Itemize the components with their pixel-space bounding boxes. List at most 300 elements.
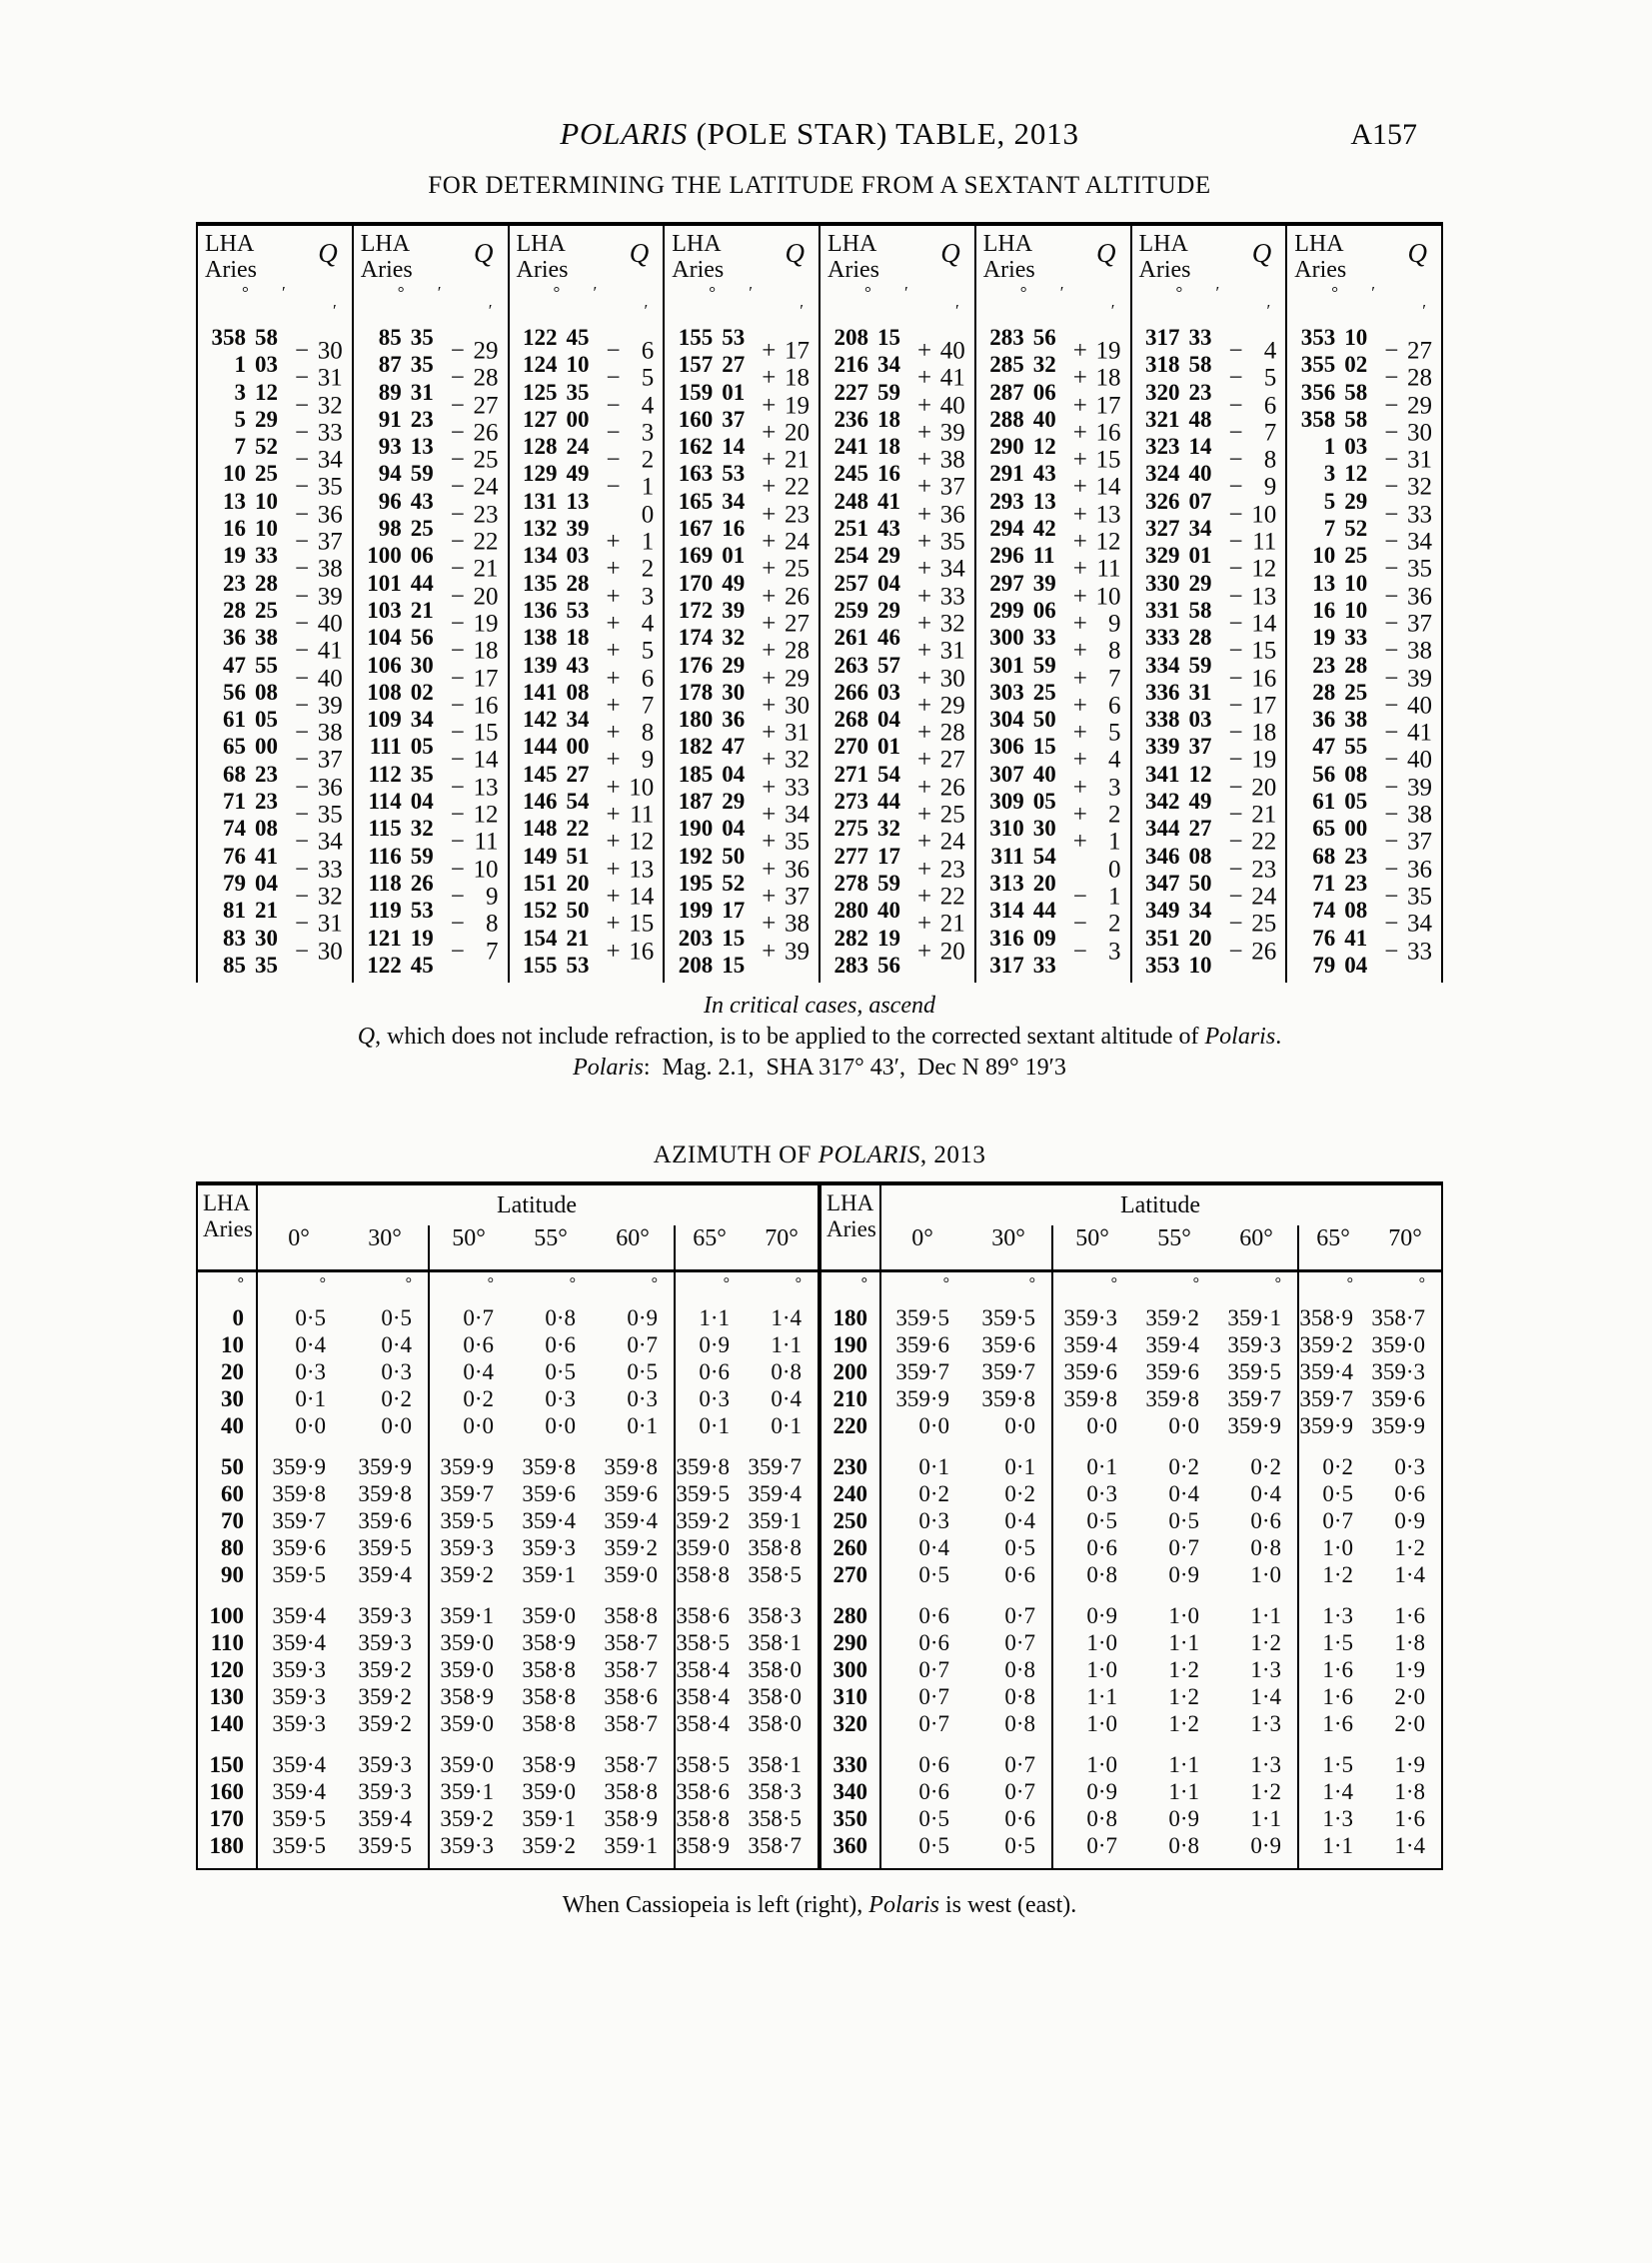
azimuth-value: 1·1	[1322, 1833, 1353, 1859]
q-row: − 4	[606, 392, 655, 420]
units-row	[976, 282, 1130, 324]
azimuth-value: 1·4	[1322, 1779, 1353, 1805]
q-row: + 36	[762, 856, 810, 884]
degree-symbol: °	[860, 1275, 867, 1293]
azimuth-value: 359·1	[1227, 1305, 1281, 1331]
azimuth-value: 0·4	[463, 1359, 494, 1385]
q-row: − 23	[450, 501, 499, 529]
units-row	[198, 1272, 818, 1304]
azimuth-value: 358·8	[522, 1657, 576, 1683]
azimuth-value: 0·6	[1004, 1806, 1035, 1832]
azimuth-value: 359·7	[748, 1454, 802, 1480]
minute-symbol: ′	[1371, 283, 1375, 302]
lha-row: 167 16	[678, 516, 746, 542]
q-row: + 40	[917, 337, 965, 365]
q-row: + 19	[1072, 337, 1121, 365]
lha-cell: 190	[832, 1332, 867, 1358]
lha-row: 155 53	[523, 952, 590, 978]
azimuth-value: 358·0	[748, 1711, 802, 1737]
azimuth-value: 0·8	[545, 1305, 576, 1331]
azimuth-value: 359·6	[272, 1535, 326, 1561]
q-values	[290, 338, 352, 993]
lha-row: 114 04	[368, 789, 434, 815]
azimuth-row	[198, 1561, 818, 1588]
minute-symbol: ′	[593, 283, 598, 302]
lha-row: 85 35	[378, 325, 434, 350]
latitude-col-header: 65°	[693, 1225, 727, 1252]
lha-row: 71 23	[1312, 870, 1368, 896]
q-header: Q	[1251, 238, 1272, 268]
azimuth-row	[198, 1480, 818, 1507]
lha-row: 346 08	[1145, 843, 1212, 869]
azimuth-value: 358·4	[676, 1657, 730, 1683]
q-row: − 8	[1228, 446, 1277, 474]
lha-row: 61 05	[1312, 789, 1368, 815]
lha-cell: 170	[209, 1806, 244, 1832]
units-row	[822, 1272, 1441, 1304]
lha-row: 182 47	[678, 734, 746, 760]
lha-cell: 290	[832, 1630, 867, 1656]
azimuth-value: 2·0	[1394, 1711, 1425, 1737]
azimuth-value: 0·7	[918, 1684, 949, 1710]
lha-cell: 40	[221, 1413, 244, 1439]
azimuth-value: 358·0	[748, 1657, 802, 1683]
azimuth-value: 0·0	[295, 1413, 326, 1439]
lha-row: 100 06	[367, 543, 434, 569]
azimuth-value: 358·7	[604, 1657, 658, 1683]
lha-row: 245 16	[833, 461, 900, 487]
q-row: + 9	[1072, 610, 1121, 638]
lha-values	[665, 324, 757, 979]
lha-cell: 110	[210, 1630, 244, 1656]
q-row: − 35	[1384, 883, 1432, 911]
q-row: + 33	[762, 774, 810, 802]
q-row: − 38	[295, 555, 343, 583]
azimuth-value: 1·6	[1322, 1711, 1353, 1737]
q-row: + 15	[1072, 446, 1121, 474]
azimuth-value: 1·1	[771, 1332, 802, 1358]
lha-row: 341 12	[1145, 761, 1212, 787]
azimuth-value: 0·0	[918, 1413, 949, 1439]
lha-cell: 260	[832, 1535, 867, 1561]
lha-row: 353 10	[1300, 325, 1368, 350]
lha-row: 172 39	[678, 597, 746, 623]
azimuth-value: 359·0	[676, 1535, 730, 1561]
azimuth-value: 1·6	[1322, 1684, 1353, 1710]
azimuth-row	[822, 1602, 1441, 1629]
lha-row: 7 52	[234, 434, 278, 460]
q-row: − 35	[295, 801, 343, 829]
q-row: − 13	[1228, 583, 1277, 611]
azimuth-value: 0·6	[1086, 1535, 1117, 1561]
azimuth-value: 358·8	[522, 1711, 576, 1737]
azimuth-value: 359·8	[522, 1454, 576, 1480]
azimuth-value: 0·4	[381, 1332, 412, 1358]
azimuth-value: 359·4	[604, 1508, 658, 1534]
azimuth-value: 359·5	[440, 1508, 494, 1534]
lha-aries-header: LHA Aries	[672, 231, 725, 283]
q-row: − 32	[295, 883, 343, 911]
q-row: − 41	[295, 637, 343, 665]
lha-cell: 310	[832, 1684, 867, 1710]
lha-cell: 270	[832, 1562, 867, 1588]
azimuth-value: 1·0	[1086, 1752, 1117, 1778]
lha-row: 303 25	[989, 679, 1056, 705]
azimuth-value: 1·0	[1322, 1535, 1353, 1561]
azimuth-value: 1·1	[699, 1305, 730, 1331]
lha-row: 112 35	[368, 761, 434, 787]
q-row: + 26	[762, 583, 810, 611]
lha-row: 23 28	[223, 570, 278, 596]
lha-row: 138 18	[523, 625, 590, 651]
lha-row: 165 34	[678, 488, 746, 514]
q-row: + 25	[762, 555, 810, 583]
azimuth-value: 1·2	[1168, 1684, 1199, 1710]
lha-row: 136 53	[523, 597, 590, 623]
lha-row: 109 34	[367, 707, 434, 733]
azimuth-value: 359·3	[272, 1657, 326, 1683]
q-row: − 10	[450, 856, 499, 884]
azimuth-row	[198, 1751, 818, 1778]
lha-row: 306 15	[989, 734, 1056, 760]
lha-row: 339 37	[1145, 734, 1212, 760]
azimuth-value: 359·3	[272, 1711, 326, 1737]
azimuth-value: 358·5	[676, 1752, 730, 1778]
lha-row: 76 41	[223, 843, 278, 869]
q-row: − 34	[295, 446, 343, 474]
q-row: − 40	[295, 610, 343, 638]
lha-values	[354, 324, 446, 979]
azimuth-value: 1·2	[1250, 1779, 1281, 1805]
lha-row: 307 40	[989, 761, 1056, 787]
q-row: − 35	[1384, 555, 1432, 583]
azimuth-row	[822, 1710, 1441, 1737]
azimuth-value: 1·4	[1250, 1684, 1281, 1710]
q-row: − 34	[1384, 528, 1432, 556]
q-row: − 40	[295, 665, 343, 693]
q-header: Q	[629, 238, 650, 268]
azimuth-value: 0·2	[1168, 1454, 1199, 1480]
azimuth-value: 1·6	[1394, 1806, 1425, 1832]
lha-row: 358 58	[211, 325, 278, 350]
lha-row: 89 31	[378, 379, 434, 405]
lha-row: 297 39	[989, 570, 1056, 596]
latitude-col-header: 55°	[1157, 1225, 1191, 1252]
lha-row: 28 25	[1312, 679, 1368, 705]
azimuth-value: 359·7	[1299, 1386, 1353, 1412]
azimuth-value: 359·9	[440, 1454, 494, 1480]
azimuth-value: 359·2	[358, 1657, 412, 1683]
azimuth-value: 358·3	[748, 1603, 802, 1629]
q-row: + 12	[606, 828, 655, 856]
table-vertical-rule	[428, 1225, 430, 1868]
azimuth-value: 359·8	[272, 1481, 326, 1507]
azimuth-value: 359·7	[895, 1359, 949, 1385]
q-row: + 35	[762, 828, 810, 856]
q-values	[757, 338, 819, 993]
azimuth-value: 0·5	[545, 1359, 576, 1385]
lha-row: 132 39	[523, 516, 590, 542]
q-row: + 17	[762, 337, 810, 365]
q-row: + 1	[606, 528, 655, 556]
azimuth-value: 359·4	[1145, 1332, 1199, 1358]
azimuth-value: 0·8	[1168, 1833, 1199, 1859]
azimuth-value: 0·8	[1250, 1535, 1281, 1561]
lha-cell: 300	[832, 1657, 867, 1683]
q-row: − 15	[1228, 637, 1277, 665]
lha-row: 199 17	[678, 898, 746, 924]
azimuth-value: 359·4	[272, 1630, 326, 1656]
azimuth-value: 359·5	[272, 1806, 326, 1832]
lha-row: 7 52	[1323, 516, 1368, 542]
azimuth-value: 0·9	[1394, 1508, 1425, 1534]
azimuth-value: 359·1	[440, 1603, 494, 1629]
lha-row: 317 33	[1145, 325, 1212, 350]
azimuth-row	[822, 1331, 1441, 1358]
azimuth-row	[198, 1331, 818, 1358]
table-vertical-rule	[879, 1185, 881, 1868]
azimuth-value: 1·0	[1168, 1603, 1199, 1629]
q-row: + 14	[1072, 474, 1121, 502]
azimuth-value: 359·1	[522, 1562, 576, 1588]
lha-row: 301 59	[989, 652, 1056, 678]
degree-symbol: °	[942, 1275, 949, 1293]
q-row: + 18	[1072, 364, 1121, 392]
q-row: − 15	[450, 719, 499, 747]
azimuth-value: 0·5	[1086, 1508, 1117, 1534]
q-row: − 12	[450, 801, 499, 829]
azimuth-value: 359·2	[358, 1684, 412, 1710]
lha-row: 96 43	[378, 488, 434, 514]
azimuth-row	[822, 1751, 1441, 1778]
lha-row: 248 41	[833, 488, 900, 514]
azimuth-value: 0·6	[1250, 1508, 1281, 1534]
q-row: − 16	[450, 692, 499, 720]
lha-row: 28 25	[223, 597, 278, 623]
lha-row: 104 56	[367, 625, 434, 651]
azimuth-value: 0·0	[1086, 1413, 1117, 1439]
azimuth-value: 359·3	[358, 1752, 412, 1778]
note-q-refraction: Q, which does not include refraction, is to be applied to the corrected sextant altitude of Polaris.	[357, 1024, 1282, 1051]
azimuth-value: 359·7	[981, 1359, 1035, 1385]
azimuth-value: 359·7	[1227, 1386, 1281, 1412]
azimuth-value: 0·6	[699, 1359, 730, 1385]
lha-row: 13 10	[223, 488, 278, 514]
q-row: + 22	[917, 883, 965, 911]
q-row: − 30	[295, 337, 343, 365]
lha-row: 316 09	[989, 925, 1056, 951]
q-row: − 9	[1228, 474, 1277, 502]
q-row: + 4	[1072, 747, 1121, 775]
azimuth-value: 359·9	[1371, 1413, 1425, 1439]
lha-cell: 180	[832, 1305, 867, 1331]
q-row: − 17	[450, 665, 499, 693]
azimuth-value: 359·0	[440, 1711, 494, 1737]
lha-row: 275 32	[833, 816, 900, 842]
q-row: − 20	[450, 583, 499, 611]
q-row: − 3	[606, 419, 655, 447]
azimuth-value: 0·8	[1086, 1806, 1117, 1832]
q-row: + 25	[917, 801, 965, 829]
latitude-column-group	[196, 226, 352, 983]
lha-row: 277 17	[833, 843, 900, 869]
q-values	[1068, 338, 1130, 993]
azimuth-value: 358·6	[676, 1779, 730, 1805]
q-row: − 32	[1384, 474, 1432, 502]
q-row: + 4	[606, 610, 655, 638]
lha-row: 326 07	[1145, 488, 1212, 514]
azimuth-value: 358·6	[604, 1684, 658, 1710]
q-row: − 31	[1384, 446, 1432, 474]
lha-row: 187 29	[678, 789, 746, 815]
lha-row: 271 54	[833, 761, 900, 787]
azimuth-value: 0·3	[381, 1359, 412, 1385]
azimuth-value: 359·6	[604, 1481, 658, 1507]
azimuth-value: 359·2	[440, 1562, 494, 1588]
q-row: + 23	[917, 856, 965, 884]
azimuth-value: 359·7	[272, 1508, 326, 1534]
q-minute-symbol: ′	[1266, 301, 1271, 320]
q-row: + 20	[917, 938, 965, 966]
azimuth-value: 0·2	[381, 1386, 412, 1412]
azimuth-value: 359·2	[440, 1806, 494, 1832]
azimuth-value: 0·7	[1004, 1603, 1035, 1629]
group-data	[198, 324, 352, 979]
azimuth-value: 0·4	[295, 1332, 326, 1358]
azimuth-row	[822, 1805, 1441, 1832]
azimuth-value: 359·4	[358, 1562, 412, 1588]
q-row: − 36	[1384, 856, 1432, 884]
q-row: + 19	[762, 392, 810, 420]
q-row: − 28	[450, 364, 499, 392]
q-row: − 14	[450, 747, 499, 775]
latitude-col-header: 55°	[534, 1225, 568, 1252]
q-row: − 33	[1384, 938, 1432, 966]
azimuth-table-half	[822, 1185, 1441, 1868]
azimuth-value: 359·0	[440, 1752, 494, 1778]
azimuth-value: 359·6	[522, 1481, 576, 1507]
lha-cell: 340	[832, 1779, 867, 1805]
azimuth-value: 358·5	[748, 1806, 802, 1832]
azimuth-value: 1·6	[1394, 1603, 1425, 1629]
lha-row: 124 10	[523, 352, 590, 378]
q-minute-symbol: ′	[800, 301, 804, 320]
minute-symbol: ′	[1215, 283, 1220, 302]
q-row: − 2	[1072, 910, 1121, 938]
azimuth-value: 2·0	[1394, 1684, 1425, 1710]
q-row: + 28	[762, 637, 810, 665]
q-row: − 38	[1384, 637, 1432, 665]
q-row: 0	[1108, 856, 1121, 884]
lha-row: 290 12	[989, 434, 1056, 460]
lha-row: 16 10	[223, 516, 278, 542]
lha-values	[198, 324, 290, 979]
q-header: Q	[1096, 238, 1116, 268]
lha-row: 10 25	[1312, 543, 1368, 569]
azimuth-value: 0·6	[918, 1779, 949, 1805]
q-row: − 36	[295, 501, 343, 529]
azimuth-value: 1·4	[771, 1305, 802, 1331]
page-title-italic: POLARIS	[560, 116, 689, 151]
lha-row: 162 14	[678, 434, 746, 460]
q-row: − 27	[450, 392, 499, 420]
azimuth-value: 359·3	[358, 1603, 412, 1629]
q-row: − 24	[450, 474, 499, 502]
lha-row: 287 06	[989, 379, 1056, 405]
azimuth-value: 0·5	[918, 1833, 949, 1859]
azimuth-value: 359·5	[272, 1562, 326, 1588]
azimuth-row	[822, 1832, 1441, 1859]
q-row: − 28	[1384, 364, 1432, 392]
lha-row: 347 50	[1145, 870, 1212, 896]
lha-row: 134 03	[523, 543, 590, 569]
azimuth-value: 0·5	[1322, 1481, 1353, 1507]
q-row: + 5	[1072, 719, 1121, 747]
lha-row: 263 57	[833, 652, 900, 678]
azimuth-value: 0·6	[1394, 1481, 1425, 1507]
azimuth-value: 0·2	[1250, 1454, 1281, 1480]
lha-cell: 240	[832, 1481, 867, 1507]
azimuth-value: 359·4	[272, 1752, 326, 1778]
azimuth-value: 1·1	[1250, 1603, 1281, 1629]
azimuth-value: 0·5	[918, 1806, 949, 1832]
page-title-rest: (POLE STAR) TABLE, 2013	[688, 116, 1079, 151]
lha-row: 300 33	[989, 625, 1056, 651]
q-row: + 31	[917, 637, 965, 665]
lha-row: 304 50	[989, 707, 1056, 733]
q-row: − 34	[1384, 910, 1432, 938]
azimuth-value: 0·1	[295, 1386, 326, 1412]
lha-row: 151 20	[523, 870, 590, 896]
q-row: + 16	[1072, 419, 1121, 447]
q-row: + 38	[762, 910, 810, 938]
azimuth-value: 359·9	[1227, 1413, 1281, 1439]
degree-symbol: °	[1019, 283, 1027, 302]
lha-aries-header: LHA Aries	[516, 231, 569, 283]
azimuth-row	[198, 1602, 818, 1629]
degree-symbol: °	[651, 1275, 658, 1293]
q-row: + 13	[1072, 501, 1121, 529]
q-row: + 10	[606, 774, 655, 802]
azimuth-value: 359·1	[748, 1508, 802, 1534]
group-header	[510, 226, 664, 282]
lha-cell: 20	[221, 1359, 244, 1385]
group-data	[1132, 324, 1286, 979]
azimuth-value: 359·4	[358, 1806, 412, 1832]
title-row	[196, 116, 1443, 158]
azimuth-value: 0·9	[699, 1332, 730, 1358]
lha-row: 10 25	[223, 461, 278, 487]
azimuth-value: 0·3	[1394, 1454, 1425, 1480]
group-data	[510, 324, 664, 979]
azimuth-value: 359·4	[1063, 1332, 1117, 1358]
lha-row: 321 48	[1145, 406, 1212, 432]
azimuth-value: 0·6	[918, 1630, 949, 1656]
azimuth-value: 358·8	[604, 1779, 658, 1805]
q-row: − 33	[295, 856, 343, 884]
lha-cell: 160	[209, 1779, 244, 1805]
q-row: − 27	[1384, 337, 1432, 365]
units-row	[821, 282, 974, 324]
q-row: + 34	[917, 555, 965, 583]
lha-row: 155 53	[678, 325, 746, 350]
azimuth-value: 0·8	[1086, 1562, 1117, 1588]
azimuth-value: 359·3	[358, 1630, 412, 1656]
azimuth-value: 359·2	[522, 1833, 576, 1859]
q-row: + 24	[762, 528, 810, 556]
q-row: − 24	[1228, 883, 1277, 911]
azimuth-row	[198, 1453, 818, 1480]
